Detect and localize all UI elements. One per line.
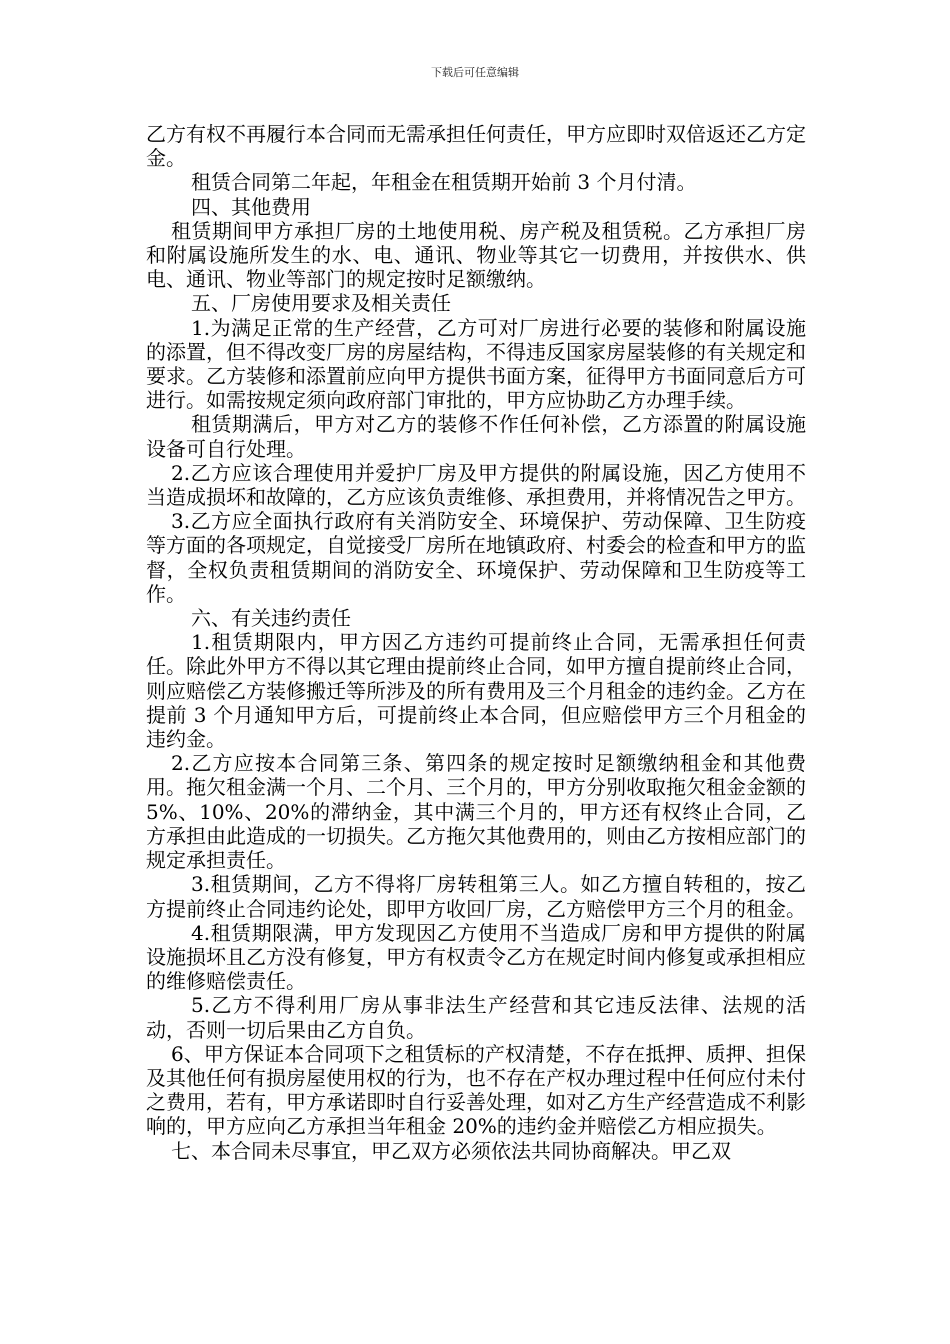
paragraph: 四、其他费用 <box>191 194 311 219</box>
paragraph: 五、厂房使用要求及相关责任 <box>191 291 451 316</box>
paragraph: 3.乙方应全面执行政府有关消防安全、环境保护、劳动保障、卫生防疫等方面的各项规定，自觉接受厂房所在地镇政府、村委会的检查和甲方的监督，全权负责租赁期间的消防安全、环境保护、劳动保障和卫生防疫等工作。 <box>146 509 806 606</box>
paragraph: 3.租赁期间，乙方不得将厂房转租第三人。如乙方擅自转租的，按乙方提前终止合同违约论处，即甲方收回厂房，乙方赔偿甲方三个月的租金。 <box>146 872 806 921</box>
paragraph: 6、甲方保证本合同项下之租赁标的产权清楚，不存在抵押、质押、担保及其他任何有损房屋使用权的行为，也不存在产权办理过程中任何应付未付之费用，若有，甲方承诺即时自行妥善处理，如对乙方生产经营造成不利影响的，甲方应向乙方承担当年租金 20%的违约金并赔偿乙方相应损失。 <box>146 1041 806 1139</box>
paragraph: 5.乙方不得利用厂房从事非法生产经营和其它违反法律、法规的活动，否则一切后果由乙方自负。 <box>146 993 806 1042</box>
paragraph: 租赁期满后，甲方对乙方的装修不作任何补偿，乙方添置的附属设施设备可自行处理。 <box>146 412 806 461</box>
page-header: 下载后可任意编辑 <box>431 66 519 79</box>
paragraph: 1.为满足正常的生产经营，乙方可对厂房进行必要的装修和附属设施的添置，但不得改变厂房的房屋结构，不得违反国家房屋装修的有关规定和要求。乙方装修和添置前应向甲方提供书面方案，征得甲方书面同意后方可进行。如需按规定须向政府部门审批的，甲方应协助乙方办理手续。 <box>146 315 806 413</box>
paragraph: 租赁期间甲方承担厂房的土地使用税、房产税及租赁税。乙方承担厂房和附属设施所发生的水、电、通讯、物业等其它一切费用，并按供水、供电、通讯、物业等部门的规定按时足额缴纳。 <box>146 218 806 292</box>
paragraph: 4.租赁期限满，甲方发现因乙方使用不当造成厂房和甲方提供的附属设施损坏且乙方没有修复，甲方有权责令乙方在规定时间内修复或承担相应的维修赔偿责任。 <box>146 920 806 994</box>
paragraph: 乙方有权不再履行本合同而无需承担任何责任，甲方应即时双倍返还乙方定金。 <box>146 122 806 171</box>
paragraph: 2.乙方应按本合同第三条、第四条的规定按时足额缴纳租金和其他费用。拖欠租金满一个月、二个月、三个月的，甲方分别收取拖欠租金金额的 5%、10%、20%的滞纳金，其中满三个月的，甲方还有权终止合同，乙方承担由此造成的一切损失。乙方拖欠其他费用的，则由乙方按相应部门的规定承担责任。 <box>146 751 806 873</box>
paragraph: 六、有关违约责任 <box>191 606 351 631</box>
paragraph: 租赁合同第二年起，年租金在租赁期开始前 3 个月付清。 <box>191 170 697 195</box>
paragraph: 七、本合同未尽事宜，甲乙双方必须依法共同协商解决。甲乙双 <box>171 1138 731 1163</box>
paragraph: 1.租赁期限内，甲方因乙方违约可提前终止合同，无需承担任何责任。除此外甲方不得以其它理由提前终止合同，如甲方擅自提前终止合同，则应赔偿乙方装修搬迁等所涉及的所有费用及三个月租金的违约金。乙方在提前 3 个月通知甲方后，可提前终止本合同，但应赔偿甲方三个月租金的违约金。 <box>146 630 806 752</box>
document-body <box>146 122 806 1163</box>
paragraph: 2.乙方应该合理使用并爱护厂房及甲方提供的附属设施，因乙方使用不当造成损坏和故障的，乙方应该负责维修、承担费用，并将情况告之甲方。 <box>146 460 806 510</box>
